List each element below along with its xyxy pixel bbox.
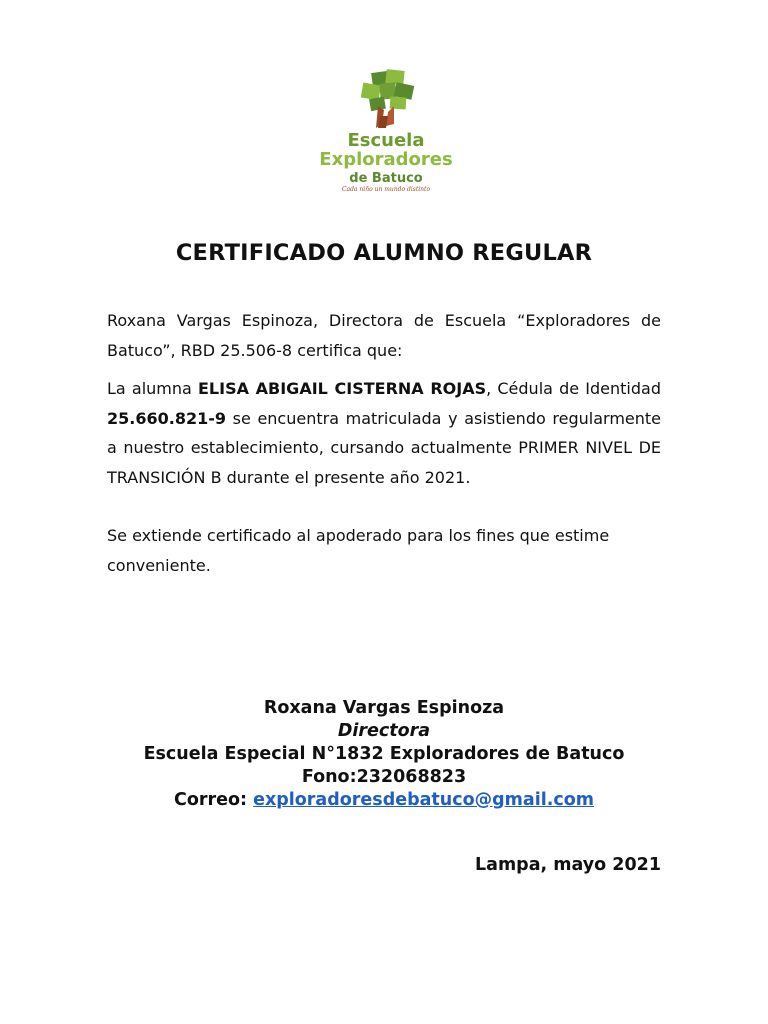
certificate-title: CERTIFICADO ALUMNO REGULAR [175, 240, 593, 266]
place-date: Lampa, mayo 2021 [474, 855, 661, 875]
signature-block [0, 697, 768, 812]
intro-paragraph: Roxana Vargas Espinoza, Directora de Escuela “Exploradores de Batuco”, RBD 25.506-8 certifica que: [107, 311, 661, 360]
student-text-2: , Cédula de Identidad [486, 379, 661, 398]
student-paragraph [107, 374, 661, 492]
email-link[interactable]: exploradoresdebatuco@gmail.com [253, 790, 595, 810]
school-phone: Fono:232068823 [301, 767, 467, 787]
logo-tagline: Cada niño un mundo distinto [341, 186, 431, 193]
student-name: ELISA ABIGAIL CISTERNA ROJAS [198, 379, 487, 398]
school-name: Escuela Especial N°1832 Exploradores de Batuco [143, 744, 625, 764]
purpose-paragraph: Se extiende certificado al apoderado para los fines que estime conveniente. [107, 526, 610, 575]
logo-line1: Escuela [347, 130, 425, 151]
student-id-number: 25.660.821-9 [107, 408, 226, 428]
school-logo [318, 66, 454, 198]
logo-line3: de Batuco [349, 171, 423, 186]
email-label: Correo: [173, 790, 254, 810]
signer-name: Roxana Vargas Espinoza [263, 698, 505, 718]
logo-line2: Exploradores [319, 149, 453, 170]
student-text-3: se encuentra matriculada y asistiendo regularmente a nuestro establecimiento, cursando actualmente PRIMER NIVEL DE TRANSICIÓN B durante el presente año 2021. [107, 408, 661, 487]
signer-role: Directora [337, 721, 431, 741]
student-text-1: La alumna [107, 379, 198, 398]
tree-logo-icon [318, 66, 454, 198]
email-line [0, 789, 768, 812]
